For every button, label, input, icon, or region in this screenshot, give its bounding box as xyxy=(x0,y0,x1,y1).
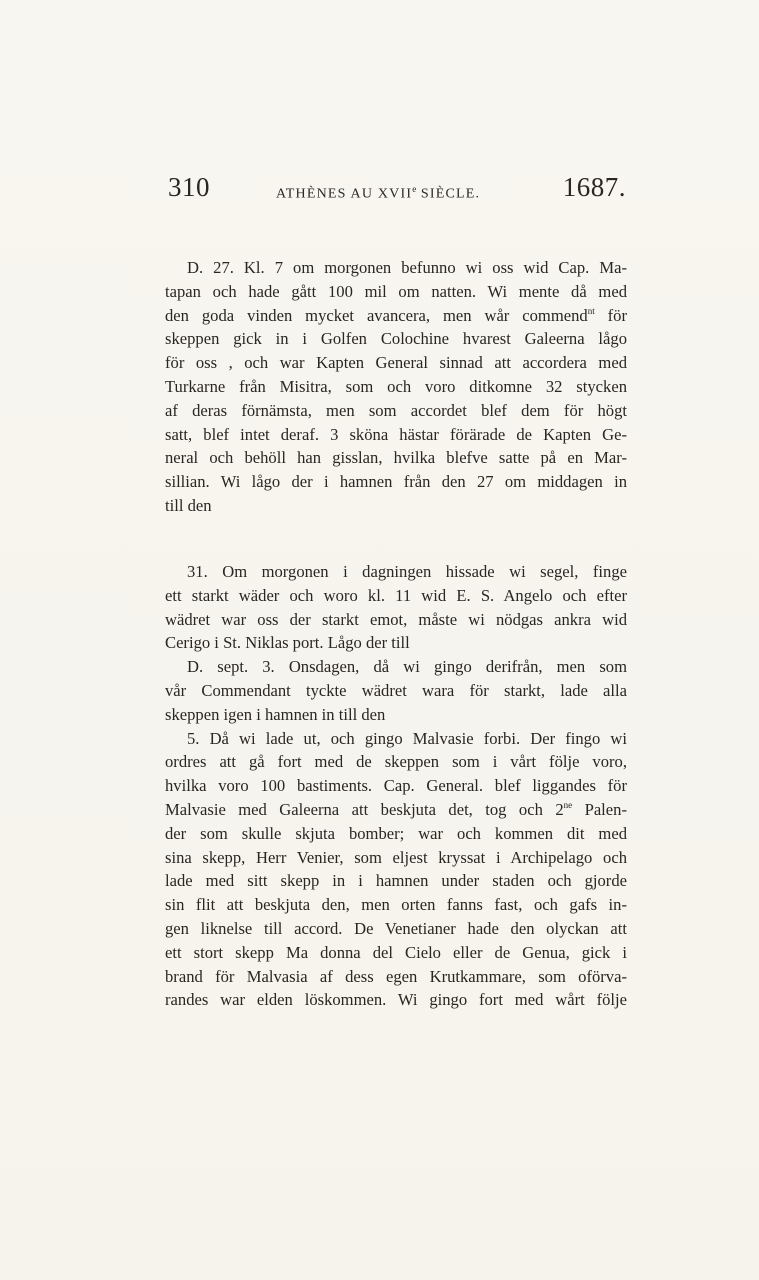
page-number: 310 xyxy=(168,172,210,202)
text-line: sin flit att beskjuta den, men orten fanns fast, och gafs in- xyxy=(165,895,627,915)
text-line: Turkarne från Misitra, som och voro ditkomne 32 stycken xyxy=(165,376,627,396)
text-line: D. sept. 3. Onsdagen, då wi gingo derifrån, men som xyxy=(187,657,627,677)
text-line: wädret war oss der starkt emot, måste wi nödgas ankra wid xyxy=(165,609,627,629)
text-line xyxy=(165,304,627,328)
text-line: hvilka voro 100 bastiments. Cap. General. blef liggandes för xyxy=(165,776,627,796)
text-line: neral och behöll han gisslan, hvilka blefve satte på en Mar- xyxy=(165,448,627,468)
text-span: den goda vinden mycket avancera, men wår commend xyxy=(165,305,588,325)
text-line: 5. Då wi lade ut, och gingo Malvasie forbi. Der fingo wi xyxy=(187,728,627,748)
superscript: nt xyxy=(587,305,595,316)
text-line xyxy=(165,798,627,822)
text-line: af deras förnämsta, men som accordet blef dem för högt xyxy=(165,400,627,420)
paragraph-1 xyxy=(165,256,627,518)
running-head xyxy=(168,172,626,206)
text-line: randes war elden löskommen. Wi gingo fort med wårt följe xyxy=(165,990,627,1010)
superscript: ne xyxy=(563,799,573,810)
text-line: ett stort skepp Ma donna del Cielo eller de Genua, gick i xyxy=(165,942,627,962)
text-line: sina skepp, Herr Venier, som eljest kryssat i Archipelago och xyxy=(165,847,627,867)
text-line: satt, blef intet deraf. 3 sköna hästar förärade de Kapten Ge- xyxy=(165,424,627,444)
text-line: vår Commendant tyckte wädret wara för starkt, lade alla xyxy=(165,680,627,700)
text-line: gen liknelse till accord. De Venetianer hade den olyckan att xyxy=(165,918,627,938)
running-title-end: SIÈCLE. xyxy=(416,186,481,202)
text-span: Palen- xyxy=(572,799,627,819)
running-title-main: ATHÈNES AU XVII xyxy=(276,186,413,202)
text-line: skeppen igen i hamnen in till den xyxy=(165,704,386,724)
text-line: der som skulle skjuta bomber; war och kommen dit med xyxy=(165,823,627,843)
running-title-sup: e xyxy=(412,184,417,194)
text-line: ordres att gå fort med de skeppen som i vårt följe voro, xyxy=(165,752,627,772)
running-year: 1687. xyxy=(562,172,626,202)
text-line: Cerigo i St. Niklas port. Lågo der till xyxy=(165,633,410,653)
text-line: sillian. Wi lågo der i hamnen från den 27 om middagen in xyxy=(165,472,627,492)
running-title xyxy=(276,180,480,204)
text-line: till den xyxy=(165,495,212,515)
text-line: 31. Om morgonen i dagningen hissade wi segel, finge xyxy=(187,562,627,581)
text-line: för oss , och war Kapten General sinnad att accordera med xyxy=(165,353,627,373)
text-span: för xyxy=(594,305,627,325)
text-span: Malvasie med Galeerna att beskjuta det, tog och 2 xyxy=(165,799,564,819)
text-line: tapan och hade gått 100 mil om natten. Wi mente då med xyxy=(165,281,627,301)
text-line: brand för Malvasia af dess egen Krutkammare, som oförva- xyxy=(165,966,627,986)
paragraph-2 xyxy=(165,560,627,1012)
text-line: D. 27. Kl. 7 om morgonen befunno wi oss wid Cap. Ma- xyxy=(187,258,627,277)
text-line: ett starkt wäder och woro kl. 11 wid E. S. Angelo och efter xyxy=(165,585,627,605)
text-line: skeppen gick in i Golfen Colochine hvarest Galeerna lågo xyxy=(165,329,627,349)
text-line: lade med sitt skepp in i hamnen under staden och gjorde xyxy=(165,871,627,891)
